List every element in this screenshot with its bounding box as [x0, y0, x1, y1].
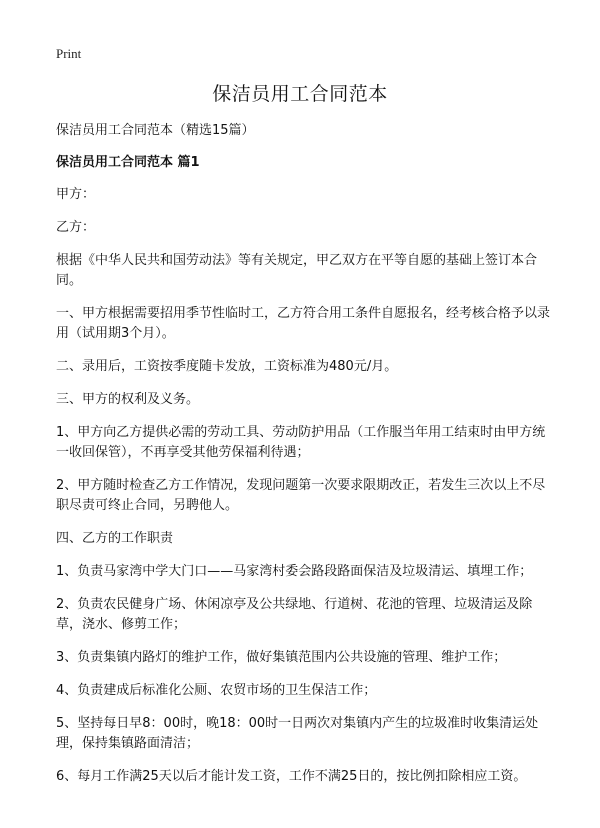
clause-3-item-2: 2、甲方随时检查乙方工作情况，发现问题第一次要求限期改正，若发生三次以上不尽职尽责可终止合同，另聘他人。 — [56, 478, 546, 513]
clause-4-item-6: 6、每月工作满25天以后才能计发工资，工作不满25日的，按比例扣除相应工资。 — [56, 769, 527, 784]
clause-4-item-5: 5、坚持每日早8：00时，晚18：00时一日两次对集镇内产生的垃圾准时收集清运处理，保持集镇路面清洁； — [56, 716, 539, 751]
clause-3-item-1: 1、甲方向乙方提供必需的劳动工具、劳动防护用品（工作服当年用工结束时由甲方统一收回保管），不再享受其他劳保福利待遇； — [56, 425, 546, 460]
print-label: Print — [56, 46, 82, 61]
clause-4-item-3: 3、负责集镇内路灯的维护工作，做好集镇范围内公共设施的管理、维护工作； — [56, 650, 507, 665]
clause-4-item-4: 4、负责建成后标准化公厕、农贸市场的卫生保洁工作； — [56, 683, 377, 698]
preamble-paragraph: 根据《中华人民共和国劳动法》等有关规定，甲乙双方在平等自愿的基础上签订本合同。 — [56, 253, 538, 288]
clause-4-item-1: 1、负责马家湾中学大门口——马家湾村委会路段路面保洁及垃圾清运、填埋工作； — [56, 564, 533, 579]
clause-3-heading: 三、甲方的权利及义务。 — [56, 392, 200, 407]
clause-1: 一、甲方根据需要招用季节性临时工，乙方符合用工条件自愿报名，经考核合格予以录用（试用期3个月）。 — [56, 306, 551, 341]
document-body — [56, 121, 552, 800]
document-title: 保洁员用工合同范本 — [212, 83, 388, 105]
section-heading: 保洁员用工合同范本 篇1 — [56, 155, 200, 170]
party-a-label: 甲方： — [56, 187, 96, 202]
document-subtitle: 保洁员用工合同范本（精选15篇） — [56, 123, 255, 138]
party-b-label: 乙方： — [56, 220, 96, 235]
clause-4-item-2: 2、负责农民健身广场、休闲凉亭及公共绿地、行道树、花池的管理、垃圾清运及除草，浇水、修剪工作； — [56, 597, 533, 632]
clause-4-heading: 四、乙方的工作职责 — [56, 531, 174, 546]
clause-2: 二、录用后，工资按季度随卡发放，工资标准为480元/月。 — [56, 359, 398, 374]
